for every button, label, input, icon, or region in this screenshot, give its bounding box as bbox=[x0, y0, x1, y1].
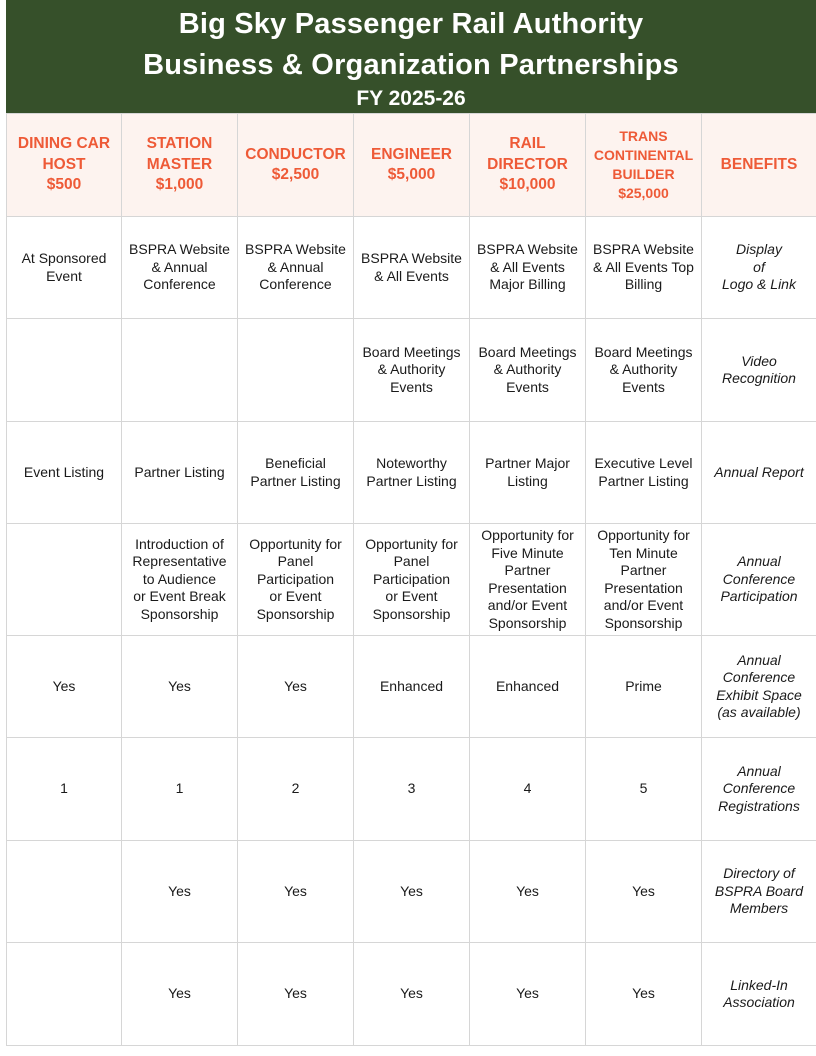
benefit-cell: Annual Report bbox=[702, 421, 816, 523]
tier-engineer: ENGINEER $5,000 bbox=[354, 114, 470, 217]
table-cell: Yes bbox=[354, 840, 470, 942]
page-header bbox=[6, 0, 816, 113]
table-cell: Yes bbox=[122, 635, 238, 737]
table-cell: BSPRA Website & Annual Conference bbox=[238, 217, 354, 319]
table-cell: Event Listing bbox=[7, 421, 122, 523]
tier-dining-car-host: DINING CAR HOST $500 bbox=[7, 114, 122, 217]
table-cell: Board Meetings & Authority Events bbox=[586, 319, 702, 421]
table-cell: Enhanced bbox=[354, 635, 470, 737]
table-cell: BSPRA Website & All Events Major Billing bbox=[470, 217, 586, 319]
table-cell: 1 bbox=[7, 738, 122, 840]
table-cell bbox=[7, 524, 122, 636]
title-line-2: Business & Organization Partnerships bbox=[143, 49, 679, 81]
title-line-1: Big Sky Passenger Rail Authority bbox=[178, 8, 644, 40]
table-cell: Yes bbox=[238, 840, 354, 942]
table-cell: Opportunity for Ten Minute Partner Presentation and/or Event Sponsorship bbox=[586, 524, 702, 636]
table-cell: Yes bbox=[238, 635, 354, 737]
benefit-cell: Video Recognition bbox=[702, 319, 816, 421]
benefit-cell: Directory of BSPRA Board Members bbox=[702, 840, 816, 942]
table-cell: Yes bbox=[586, 840, 702, 942]
benefit-cell: Annual Conference Participation bbox=[702, 524, 816, 636]
benefit-cell: Annual Conference Registrations bbox=[702, 738, 816, 840]
tier-header-row bbox=[7, 114, 816, 217]
table-cell: Yes bbox=[238, 943, 354, 1046]
table-cell: Board Meetings & Authority Events bbox=[470, 319, 586, 421]
tier-conductor: CONDUCTOR $2,500 bbox=[238, 114, 354, 217]
table-cell: Opportunity for Five Minute Partner Presentation and/or Event Sponsorship bbox=[470, 524, 586, 636]
table-cell: Opportunity for Panel Participation or Event Sponsorship bbox=[238, 524, 354, 636]
benefits-header: BENEFITS bbox=[702, 114, 816, 217]
table-cell: Executive Level Partner Listing bbox=[586, 421, 702, 523]
tier-trans-continental-builder: TRANS CONTINENTAL BUILDER $25,000 bbox=[586, 114, 702, 217]
table-cell: Noteworthy Partner Listing bbox=[354, 421, 470, 523]
table-cell: Yes bbox=[122, 943, 238, 1046]
table-cell: 1 bbox=[122, 738, 238, 840]
table-row bbox=[7, 524, 816, 636]
table-cell: Beneficial Partner Listing bbox=[238, 421, 354, 523]
table-cell: 4 bbox=[470, 738, 586, 840]
table-cell: Partner Listing bbox=[122, 421, 238, 523]
table-cell: Partner Major Listing bbox=[470, 421, 586, 523]
table-cell: 3 bbox=[354, 738, 470, 840]
table-cell: Yes bbox=[354, 943, 470, 1046]
table-row bbox=[7, 421, 816, 523]
table-cell: Opportunity for Panel Participation or Event Sponsorship bbox=[354, 524, 470, 636]
table-cell: Yes bbox=[586, 943, 702, 1046]
table-row bbox=[7, 738, 816, 840]
table-row bbox=[7, 840, 816, 942]
tier-rail-director: RAIL DIRECTOR $10,000 bbox=[470, 114, 586, 217]
fiscal-year: FY 2025-26 bbox=[356, 87, 466, 110]
table-cell bbox=[7, 319, 122, 421]
table-cell bbox=[122, 319, 238, 421]
table-row bbox=[7, 943, 816, 1046]
table-cell bbox=[7, 943, 122, 1046]
table-cell: Prime bbox=[586, 635, 702, 737]
table-row bbox=[7, 319, 816, 421]
benefit-cell: Display of Logo & Link bbox=[702, 217, 816, 319]
table-cell: At Sponsored Event bbox=[7, 217, 122, 319]
table-cell bbox=[238, 319, 354, 421]
benefit-cell: Linked-In Association bbox=[702, 943, 816, 1046]
table-cell: BSPRA Website & Annual Conference bbox=[122, 217, 238, 319]
table-cell: Yes bbox=[7, 635, 122, 737]
table-row bbox=[7, 635, 816, 737]
table-row bbox=[7, 217, 816, 319]
table-cell: Yes bbox=[470, 943, 586, 1046]
table-cell: Enhanced bbox=[470, 635, 586, 737]
table-cell: BSPRA Website & All Events bbox=[354, 217, 470, 319]
table-cell: 5 bbox=[586, 738, 702, 840]
table-cell: Board Meetings & Authority Events bbox=[354, 319, 470, 421]
table-cell: Yes bbox=[470, 840, 586, 942]
tier-station-master: STATION MASTER $1,000 bbox=[122, 114, 238, 217]
partnership-table bbox=[6, 113, 816, 1046]
benefit-cell: Annual Conference Exhibit Space (as available) bbox=[702, 635, 816, 737]
table-cell: 2 bbox=[238, 738, 354, 840]
table-cell: BSPRA Website & All Events Top Billing bbox=[586, 217, 702, 319]
table-cell bbox=[7, 840, 122, 942]
table-cell: Yes bbox=[122, 840, 238, 942]
table-cell: Introduction of Representative to Audience or Event Break Sponsorship bbox=[122, 524, 238, 636]
